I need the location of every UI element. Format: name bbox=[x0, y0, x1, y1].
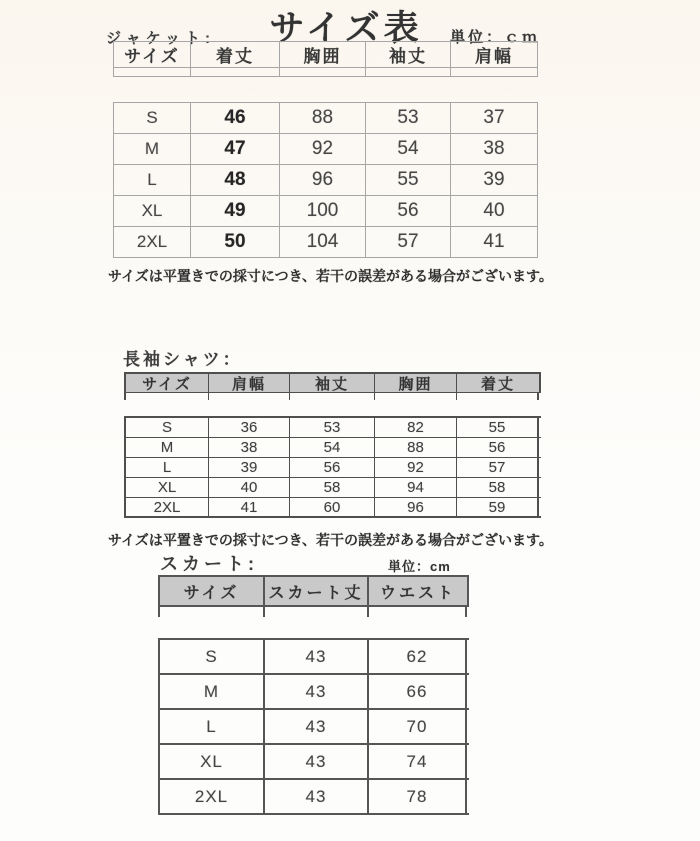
jacket-table-header-row bbox=[113, 41, 538, 68]
table-row bbox=[124, 478, 541, 498]
value-cell: 40 bbox=[451, 196, 538, 226]
value-cell: 96 bbox=[280, 165, 366, 195]
table-row bbox=[158, 780, 469, 815]
size-cell: M bbox=[126, 438, 209, 457]
spacer-cell bbox=[191, 68, 280, 76]
column-header: サイズ bbox=[160, 577, 265, 605]
unit-label-skirt: 単位：cm bbox=[388, 559, 451, 574]
table-row bbox=[113, 165, 538, 196]
value-cell: 37 bbox=[451, 103, 538, 133]
table-row bbox=[124, 498, 541, 518]
column-header: サイズ bbox=[114, 42, 191, 67]
table-row bbox=[124, 438, 541, 458]
spacer-cell bbox=[451, 68, 538, 76]
table-row bbox=[113, 227, 538, 258]
skirt-size-table bbox=[158, 575, 469, 815]
value-cell: 38 bbox=[451, 134, 538, 164]
value-cell: 41 bbox=[209, 498, 290, 516]
shirt-table-header-row bbox=[124, 372, 541, 393]
page-title: サイズ表 bbox=[269, 9, 423, 48]
jacket-size-table bbox=[113, 41, 538, 258]
column-header: 袖丈 bbox=[366, 42, 451, 67]
table-row bbox=[124, 418, 541, 438]
shirt-section-label: 長袖シャツ： bbox=[123, 350, 243, 369]
value-cell: 49 bbox=[191, 196, 280, 226]
value-cell: 43 bbox=[265, 710, 369, 743]
skirt-section-label: スカート: bbox=[160, 554, 258, 574]
skirt-table-header-row bbox=[158, 575, 469, 607]
value-cell: 56 bbox=[290, 458, 375, 477]
value-cell: 38 bbox=[209, 438, 290, 457]
shirt-table-body bbox=[124, 416, 541, 518]
size-cell: L bbox=[160, 710, 265, 743]
column-header: スカート丈 bbox=[265, 577, 369, 605]
size-cell: S bbox=[126, 418, 209, 437]
value-cell: 57 bbox=[366, 227, 451, 257]
column-header: 袖丈 bbox=[290, 374, 375, 392]
size-cell: XL bbox=[160, 745, 265, 778]
jacket-table-spacer-row bbox=[113, 68, 538, 77]
value-cell: 47 bbox=[191, 134, 280, 164]
column-header: 肩幅 bbox=[209, 374, 290, 392]
table-row bbox=[113, 196, 538, 227]
value-cell: 41 bbox=[451, 227, 538, 257]
size-cell: XL bbox=[114, 196, 191, 226]
size-cell: L bbox=[126, 458, 209, 477]
value-cell: 43 bbox=[265, 780, 369, 813]
value-cell: 104 bbox=[280, 227, 366, 257]
spacer-cell bbox=[265, 607, 369, 617]
spacer-cell bbox=[366, 68, 451, 76]
value-cell: 94 bbox=[375, 478, 457, 497]
spacer-cell bbox=[126, 393, 209, 400]
column-header: ウエスト bbox=[379, 584, 456, 602]
jacket-table-body bbox=[113, 102, 538, 258]
value-cell: 92 bbox=[280, 134, 366, 164]
value-cell: 59 bbox=[457, 498, 539, 516]
value-cell: 43 bbox=[265, 640, 369, 673]
value-cell: 100 bbox=[280, 196, 366, 226]
column-header: 胸囲 bbox=[375, 374, 457, 392]
size-cell: S bbox=[114, 103, 191, 133]
size-cell: 2XL bbox=[160, 780, 265, 813]
value-cell: 54 bbox=[290, 438, 375, 457]
value-cell: 40 bbox=[209, 478, 290, 497]
value-cell: 58 bbox=[457, 478, 539, 497]
size-cell: XL bbox=[126, 478, 209, 497]
jacket-section-label: ジャケット: bbox=[106, 30, 215, 47]
value-cell: 36 bbox=[209, 418, 290, 437]
unit-label-top: 単位：ｃｍ bbox=[450, 29, 541, 46]
size-cell: 2XL bbox=[114, 227, 191, 257]
spacer-cell bbox=[114, 68, 191, 76]
value-cell: 60 bbox=[290, 498, 375, 516]
value-cell: 70 bbox=[369, 710, 467, 743]
column-header: 胸囲 bbox=[280, 42, 366, 67]
value-cell: 39 bbox=[451, 165, 538, 195]
spacer-cell bbox=[280, 68, 366, 76]
value-cell: 53 bbox=[290, 418, 375, 437]
spacer-cell bbox=[209, 393, 290, 400]
size-cell: M bbox=[114, 134, 191, 164]
skirt-table-body bbox=[158, 638, 469, 815]
value-cell: 88 bbox=[375, 438, 457, 457]
value-cell: 78 bbox=[369, 780, 467, 813]
value-cell: 56 bbox=[366, 196, 451, 226]
size-cell: L bbox=[114, 165, 191, 195]
measurement-note-shirt: サイズは平置きでの採寸につき、若干の誤差がある場合がございます。 bbox=[108, 532, 553, 548]
table-row bbox=[158, 675, 469, 710]
value-cell: 82 bbox=[375, 418, 457, 437]
value-cell: 92 bbox=[375, 458, 457, 477]
size-cell: 2XL bbox=[126, 498, 209, 516]
value-cell: 43 bbox=[265, 675, 369, 708]
table-row bbox=[158, 710, 469, 745]
size-cell: M bbox=[160, 675, 265, 708]
spacer-cell bbox=[457, 393, 539, 400]
value-cell: 55 bbox=[457, 418, 539, 437]
value-cell: 54 bbox=[366, 134, 451, 164]
value-cell: 96 bbox=[375, 498, 457, 516]
column-header: 肩幅 bbox=[451, 42, 538, 67]
value-cell: 43 bbox=[265, 745, 369, 778]
skirt-table-spacer-row bbox=[158, 607, 469, 617]
value-cell: 53 bbox=[366, 103, 451, 133]
value-cell: 57 bbox=[457, 458, 539, 477]
table-row bbox=[158, 640, 469, 675]
table-row bbox=[113, 103, 538, 134]
column-header: 着丈 bbox=[480, 375, 515, 392]
value-cell: 55 bbox=[366, 165, 451, 195]
size-cell: S bbox=[160, 640, 265, 673]
column-header: サイズ bbox=[126, 374, 209, 392]
table-row bbox=[113, 134, 538, 165]
spacer-cell bbox=[369, 607, 467, 617]
value-cell: 58 bbox=[290, 478, 375, 497]
value-cell: 50 bbox=[191, 227, 280, 257]
measurement-note-jacket: サイズは平置きでの採寸につき、若干の誤差がある場合がございます。 bbox=[108, 268, 553, 284]
table-row bbox=[158, 745, 469, 780]
spacer-cell bbox=[290, 393, 375, 400]
value-cell: 56 bbox=[457, 438, 539, 457]
spacer-cell bbox=[375, 393, 457, 400]
spacer-cell bbox=[160, 607, 265, 617]
value-cell: 62 bbox=[369, 640, 467, 673]
value-cell: 74 bbox=[369, 745, 467, 778]
shirt-table-spacer-row bbox=[124, 393, 541, 400]
table-row bbox=[124, 458, 541, 478]
value-cell: 66 bbox=[369, 675, 467, 708]
value-cell: 39 bbox=[209, 458, 290, 477]
column-header: 着丈 bbox=[191, 42, 280, 67]
value-cell: 48 bbox=[191, 165, 280, 195]
value-cell: 88 bbox=[280, 103, 366, 133]
value-cell: 46 bbox=[191, 103, 280, 133]
shirt-size-table bbox=[124, 372, 541, 518]
